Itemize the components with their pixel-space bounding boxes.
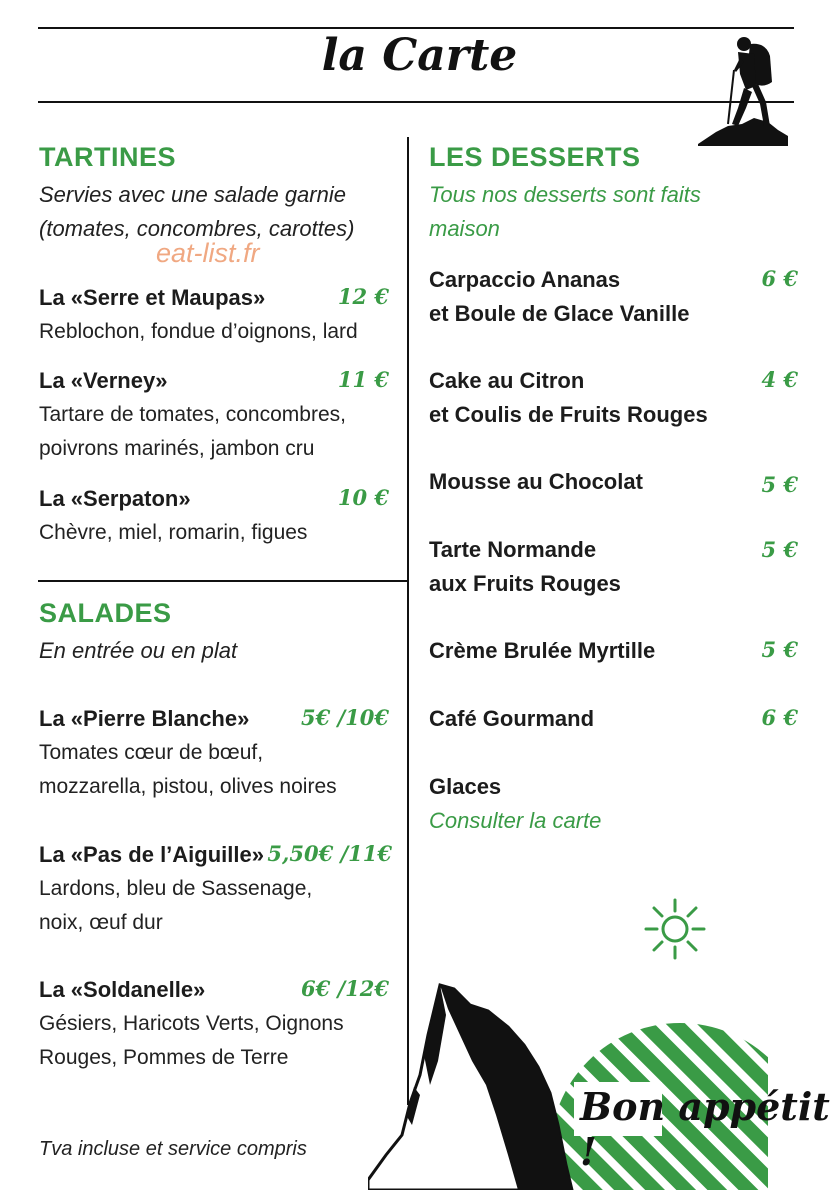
desserts-subtitle-line1: Tous nos desserts sont faits (429, 182, 701, 207)
menu-item-description: Tartare de tomates, concombres, (39, 403, 346, 426)
menu-item-name: La «Serpaton» (39, 486, 191, 511)
dessert-name: et Coulis de Fruits Rouges (429, 402, 708, 427)
dessert-name: Cake au Citron (429, 368, 585, 393)
page-title: la Carte (321, 30, 518, 81)
dessert-price: 6 € (761, 266, 798, 291)
dessert-name: Mousse au Chocolat (429, 469, 643, 494)
dessert-price: 5 € (761, 637, 798, 662)
dessert-name: Carpaccio Ananas (429, 267, 621, 292)
menu-item-price: 10 € (337, 485, 389, 510)
dessert-price: 5 € (761, 537, 798, 562)
dessert-name: aux Fruits Rouges (429, 571, 621, 596)
glaces-name: Glaces (429, 774, 502, 799)
glaces-note: Consulter la carte (429, 808, 602, 833)
menu-item-price: 5,50€ /11€ (267, 841, 392, 866)
salades-heading: SALADES (39, 598, 172, 628)
menu-item-name: La «Serre et Maupas» (39, 285, 266, 310)
menu-item-name: La «Verney» (39, 368, 168, 393)
sun-icon (644, 898, 706, 960)
closing-message: Bon appétit ! (580, 1084, 830, 1174)
dessert-price: 4 € (761, 367, 798, 392)
dessert-name: Tarte Normande (429, 537, 597, 562)
menu-item-price: 11 € (337, 367, 389, 392)
dessert-name: et Boule de Glace Vanille (429, 301, 690, 326)
dessert-name: Café Gourmand (429, 706, 595, 731)
menu-item-price: 6€ /12€ (300, 976, 389, 1001)
dessert-price: 5 € (761, 472, 798, 497)
dessert-price: 6 € (761, 705, 798, 730)
menu-item-description: mozzarella, pistou, olives noires (39, 775, 337, 798)
salades-subtitle: En entrée ou en plat (39, 638, 238, 663)
header-top-rule (38, 27, 794, 29)
desserts-heading: LES DESSERTS (429, 142, 641, 172)
tartines-subtitle-line1: Servies avec une salade garnie (39, 182, 346, 207)
tartines-heading: TARTINES (39, 142, 176, 172)
menu-item-description: noix, œuf dur (39, 911, 163, 934)
menu-item-description: Tomates cœur de bœuf, (39, 741, 264, 764)
tax-note: Tva incluse et service compris (39, 1138, 307, 1160)
menu-item-name: La «Pierre Blanche» (39, 706, 250, 731)
menu-item-description: Rouges, Pommes de Terre (39, 1046, 289, 1069)
menu-item-price: 5€ /10€ (300, 705, 389, 730)
menu-item-description: Gésiers, Haricots Verts, Oignons (39, 1012, 344, 1035)
desserts-subtitle-line2: maison (429, 216, 500, 241)
dessert-name: Crème Brulée Myrtille (429, 638, 656, 663)
menu-item-description: Chèvre, miel, romarin, figues (39, 521, 308, 544)
hiker-silhouette-icon (698, 34, 788, 146)
menu-item-description: Lardons, bleu de Sassenage, (39, 877, 313, 900)
menu-item-description: Reblochon, fondue d’oignons, lard (39, 320, 358, 343)
menu-item-price: 12 € (337, 284, 389, 309)
column-divider (407, 137, 409, 1105)
tartines-subtitle-line2: (tomates, concombres, carottes) (39, 216, 355, 241)
watermark: eat-list.fr (156, 238, 260, 268)
menu-item-description: poivrons marinés, jambon cru (39, 437, 315, 460)
menu-item-name: La «Pas de l’Aiguille» (39, 842, 264, 867)
menu-item-name: La «Soldanelle» (39, 977, 206, 1002)
section-divider (38, 580, 408, 582)
header-bottom-rule (38, 101, 794, 103)
